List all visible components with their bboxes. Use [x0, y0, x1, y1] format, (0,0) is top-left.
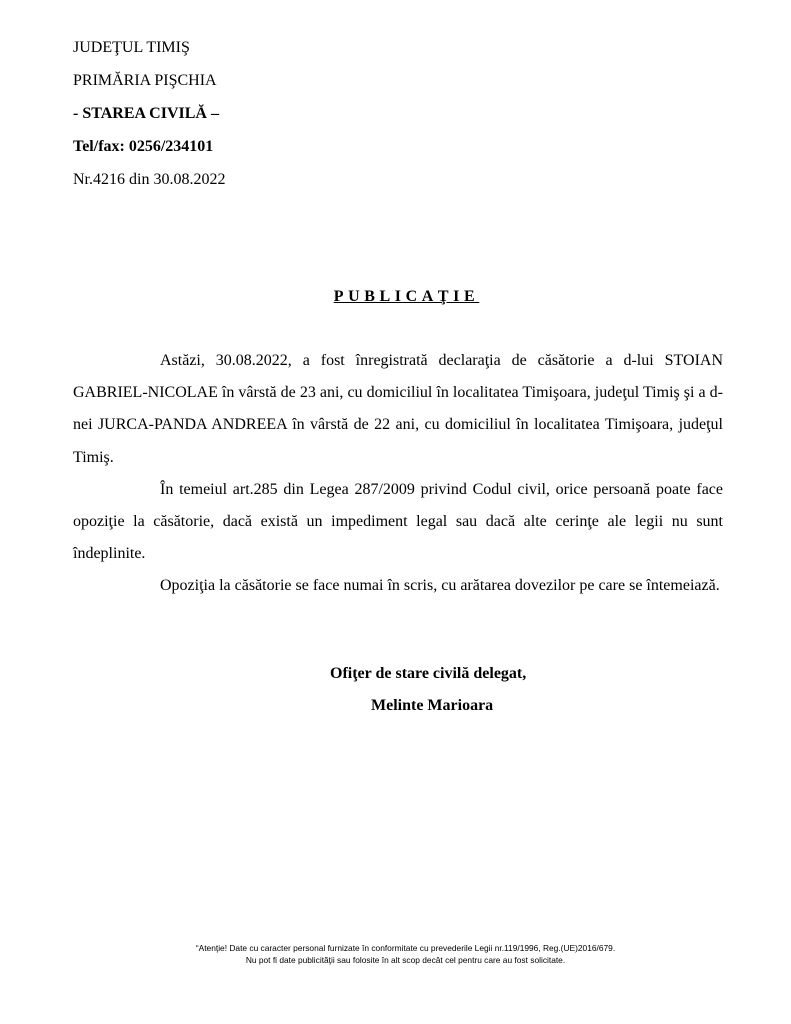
signature-block — [0, 662, 791, 726]
department-name: - STAREA CIVILĂ – — [73, 105, 219, 122]
document-number: Nr.4216 din 30.08.2022 — [73, 171, 226, 188]
footer-notice-line-1: “Atenţie! Date cu caracter personal furnizate în conformitate cu prevederile Legii nr.119/1996, Reg.(UE)2016/679. — [195, 943, 616, 953]
town-hall-name: PRIMĂRIA PIŞCHIA — [73, 72, 217, 89]
paragraph-legal-basis: În temeiul art.285 din Legea 287/2009 privind Codul civil, orice persoană poate face opoziţie la căsătorie, dacă există un impediment legal sau dacă alte cerinţe ale legii nu sunt îndeplinite. — [73, 480, 723, 563]
footer-notice — [0, 942, 791, 966]
document-body — [73, 345, 723, 603]
paragraph-opposition: Opoziţia la căsătorie se face numai în scris, cu arătarea dovezilor pe care se întemeiază. — [160, 577, 720, 595]
document-title: PUBLICAŢIE — [333, 288, 480, 305]
footer-notice-line-2: Nu pot fi date publicităţii sau folosite în alt scop decât cel pentru care au fost solicitate. — [245, 955, 566, 965]
paragraph-declaration: Astăzi, 30.08.2022, a fost înregistrată declaraţia de căsătorie a d-lui STOIAN GABRIEL-NICOLAE în vârstă de 23 ani, cu domiciliul în localitatea Timişoara, judeţul Timiş şi a d-nei JURCA-PANDA ANDREEA în vârstă de 22 ani, cu domiciliul în localitatea Timişoara, judeţul Timiş. — [73, 352, 723, 466]
signatory-title: Ofiţer de stare civilă delegat, — [330, 665, 527, 682]
county-name: JUDEŢUL TIMIŞ — [73, 39, 190, 56]
phone-fax: Tel/fax: 0256/234101 — [73, 138, 214, 155]
document-title-wrap — [0, 288, 791, 306]
signatory-name: Melinte Marioara — [371, 697, 494, 714]
header-block — [73, 36, 225, 201]
